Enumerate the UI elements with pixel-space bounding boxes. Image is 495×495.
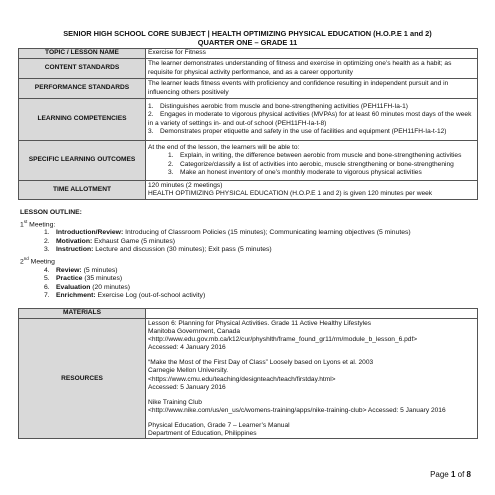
time-allotment-row xyxy=(19,181,478,200)
topic-value: Exercise for Fitness xyxy=(146,49,478,59)
outline-item: 7. Enrichment: Exercise Log (out-of-school activity) xyxy=(44,292,206,300)
outcome-item: 1. Explain, in writing, the difference between aerobic from muscle and bone-strengthening activities xyxy=(168,152,462,160)
outline-item: 5. Practice (35 minutes) xyxy=(44,275,123,283)
resource-entry: Physical Education, Grade 7 – Learner’s Manual Department of Education, Philippines xyxy=(148,421,290,438)
materials-row xyxy=(19,309,478,319)
resource-entry: Nike Training Club <http://www.nike.com/us/en_us/c/womens-training/apps/nike-training-club> Accessed: 5 January 2016 xyxy=(148,398,446,414)
materials-value xyxy=(146,309,478,319)
lesson-info-table xyxy=(18,48,478,200)
outline-item: 4. Review: (5 minutes) xyxy=(44,266,118,274)
resources-row xyxy=(19,319,478,439)
performance-standards-row xyxy=(19,79,478,99)
outline-item: 1. Introduction/Review: Introducing of Classroom Policies (15 minutes); Communicating learning objectives (5 minutes) xyxy=(44,229,411,237)
resource-entry: “Make the Most of the First Day of Class” Loosely based on Lyons et al. 2003 Carnegie Mellon University. <https://www.cmu.edu/teaching/designteach/teach/firstday.html> Accessed: 5 January 2016 xyxy=(148,359,374,391)
performance-standards-value: The learner leads fitness events with proficiency and confidence resulting in independent pursuit and in influencing others positively xyxy=(146,79,478,99)
learning-competencies-list xyxy=(146,99,478,141)
time-allotment-label: TIME ALLOTMENT xyxy=(19,181,146,200)
outline-item: 2. Motivation: Exhaust Game (5 minutes) xyxy=(44,237,175,245)
learning-competencies-label: LEARNING COMPETENCIES xyxy=(19,99,146,141)
lesson-outline xyxy=(20,209,475,301)
document-title: SENIOR HIGH SCHOOL CORE SUBJECT | HEALTH OPTIMIZING PHYSICAL EDUCATION (H.O.P.E 1 and 2) xyxy=(63,29,432,38)
content-standards-row xyxy=(19,59,478,79)
resources-label: RESOURCES xyxy=(19,319,146,439)
meeting-two-heading: 2nd Meeting xyxy=(20,255,55,266)
time-allotment-value: 120 minutes (2 meetings) HEALTH OPTIMIZING PHYSICAL EDUCATION (H.O.P.E 1 and 2) is given 120 minutes per week xyxy=(146,181,478,200)
meeting-one-heading: 1st Meeting: xyxy=(20,218,56,228)
outcome-item: 2. Categorize/classify a list of activities into aerobic, muscle strengthening or bone-strengthening xyxy=(168,160,454,168)
competency-item: 2. Engages in moderate to vigorous physical activities (MVPAs) for at least 60 minutes most days of the week in a variety of settings in- and out-of school (PEH11FH-Ia-t-8) xyxy=(148,111,472,127)
content-standards-label: CONTENT STANDARDS xyxy=(19,59,146,79)
page-number: Page 1 of 8 xyxy=(430,470,471,479)
materials-table xyxy=(18,308,478,439)
competency-item: 3. Demonstrates proper etiquette and safety in the use of facilities and equipment (PEH11FH-Ia-t-12) xyxy=(148,127,447,135)
learning-outcomes-list xyxy=(146,141,478,181)
topic-row xyxy=(19,49,478,59)
topic-label: TOPIC / LESSON NAME xyxy=(19,49,146,59)
learning-competencies-row xyxy=(19,99,478,141)
materials-label: MATERIALS xyxy=(19,309,146,319)
outline-title: LESSON OUTLINE: xyxy=(20,209,82,216)
learning-outcomes-row xyxy=(19,141,478,181)
competency-item: 1. Distinguishes aerobic from muscle and bone-strengthening activities (PEH11FH-Ia-1) xyxy=(148,103,408,111)
outcome-item: 3. Make an honest inventory of one’s monthly moderate to vigorous physical activities xyxy=(168,168,422,176)
resources-list xyxy=(146,319,478,439)
outline-item: 6. Evaluation (20 minutes) xyxy=(44,283,131,291)
learning-outcomes-label: SPECIFIC LEARNING OUTCOMES xyxy=(19,141,146,181)
content-standards-value: The learner demonstrates understanding of fitness and exercise in optimizing one’s health as a habit; as requisite for physical activity performance, and as a career opportunity xyxy=(146,59,478,79)
performance-standards-label: PERFORMANCE STANDARDS xyxy=(19,79,146,99)
outcomes-intro: At the end of the lesson, the learners will be able to: xyxy=(148,144,300,152)
outline-item: 3. Instruction: Lecture and discussion (30 minutes); Exit pass (5 minutes) xyxy=(44,246,272,254)
resource-entry: Lesson 6: Planning for Physical Activities. Grade 11 Active Healthy Lifestyles Manitoba Government, Canada <http://www.edu.gov.mb.ca/k12/cur/physhlth/frame_found_gr11/rm/module_b_lesson_6.pdf> Accessed: 4 January 2016 xyxy=(148,320,418,352)
document-subtitle: QUARTER ONE – GRADE 11 xyxy=(197,38,298,47)
